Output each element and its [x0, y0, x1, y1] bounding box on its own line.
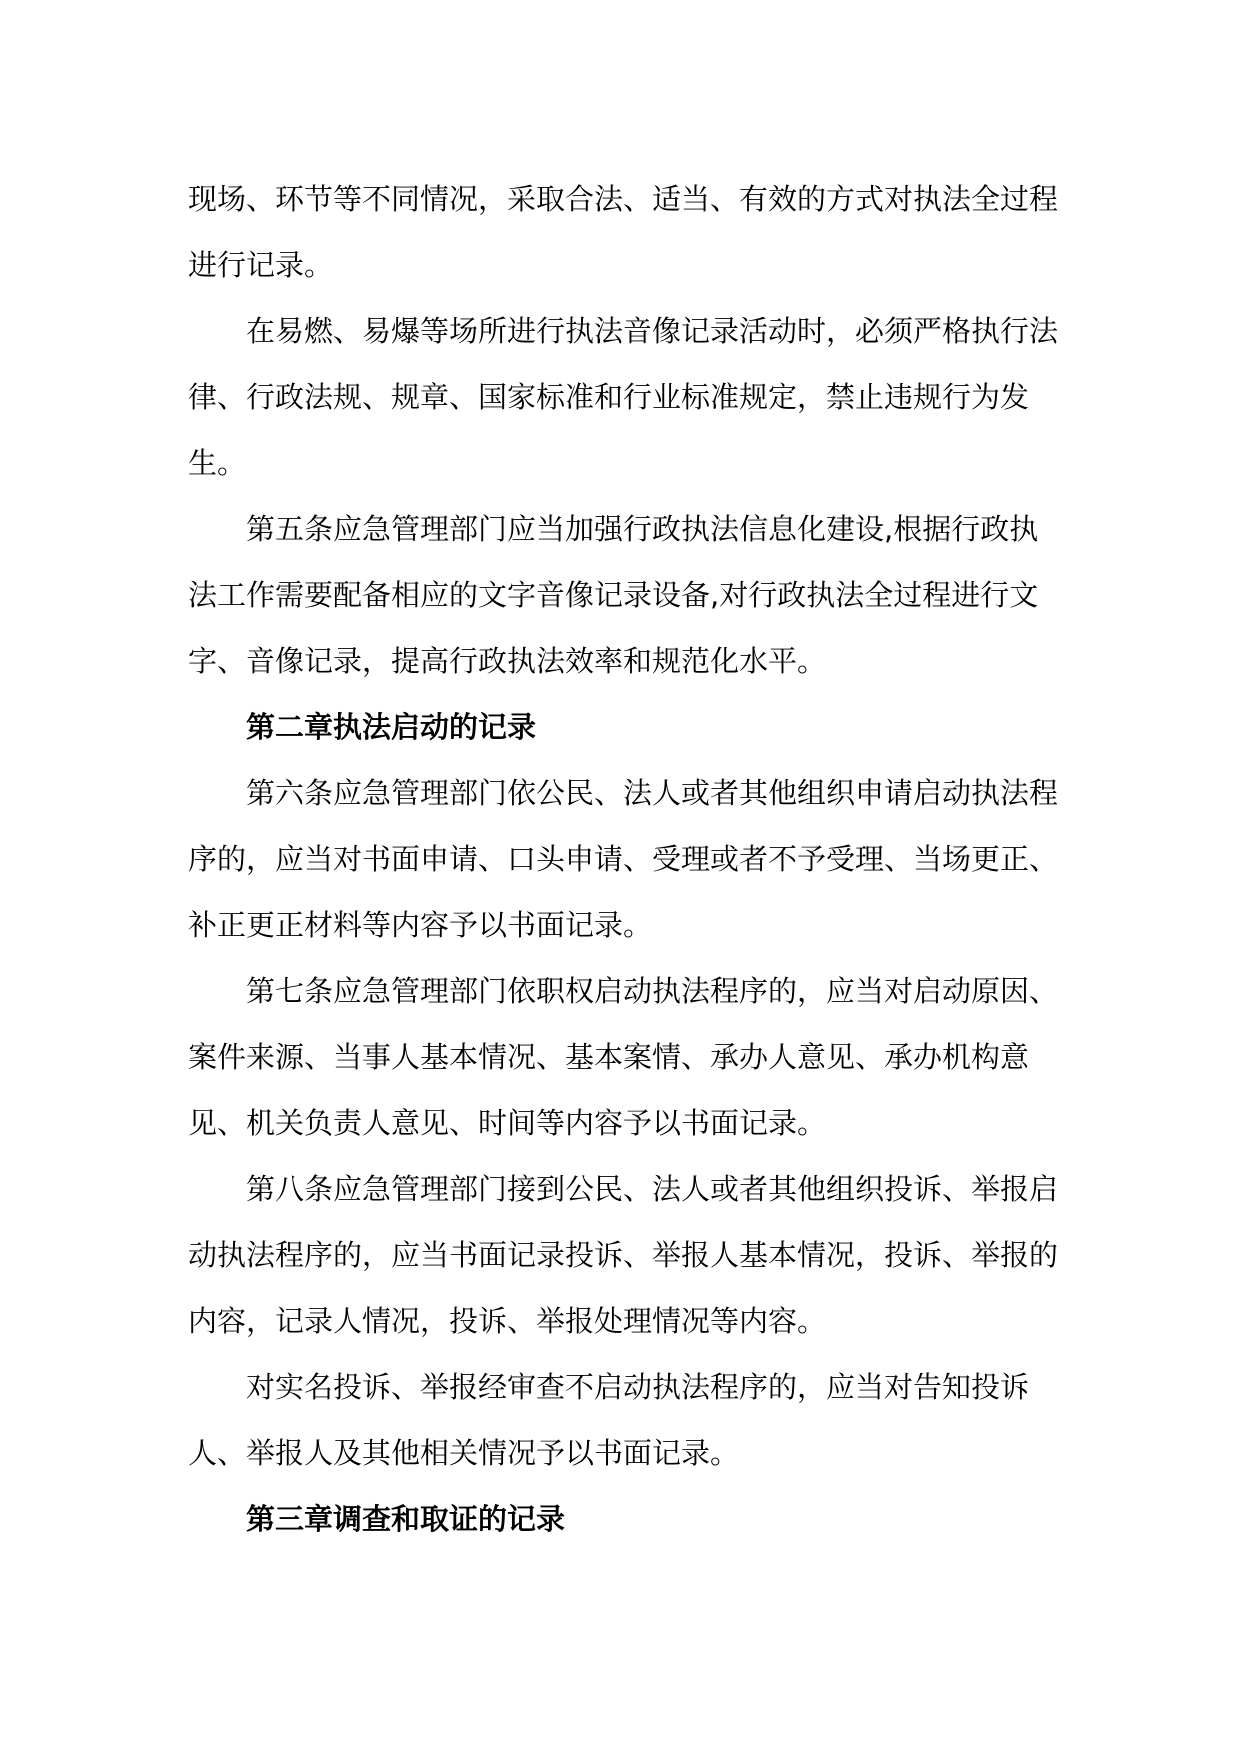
chapter-heading-3: 第三章调查和取证的记录 — [246, 1502, 566, 1536]
paragraph-article-5: 第五条应急管理部门应当加强行政执法信息化建设,根据行政执法工作需要配备相应的文字音像记录设备,对行政执法全过程进行文字、音像记录，提高行政执法效率和规范化水平。 — [188, 512, 1039, 678]
document-body — [188, 166, 1064, 1552]
paragraph-article-7: 第七条应急管理部门依职权启动执法程序的，应当对启动原因、案件来源、当事人基本情况、基本案情、承办人意见、承办机构意见、机关负责人意见、时间等内容予以书面记录。 — [188, 974, 1059, 1140]
paragraph-article-8: 第八条应急管理部门接到公民、法人或者其他组织投诉、举报启动执法程序的，应当书面记录投诉、举报人基本情况，投诉、举报的内容，记录人情况，投诉、举报处理情况等内容。 — [188, 1172, 1059, 1338]
paragraph-flammable-sites: 在易燃、易爆等场所进行执法音像记录活动时，必须严格执行法律、行政法规、规章、国家标准和行业标准规定，禁止违规行为发生。 — [188, 314, 1059, 480]
chapter-heading-2: 第二章执法启动的记录 — [246, 710, 537, 744]
paragraph-real-name-complaints: 对实名投诉、举报经审查不启动执法程序的，应当对告知投诉人、举报人及其他相关情况予以书面记录。 — [188, 1370, 1030, 1470]
paragraph-article-6: 第六条应急管理部门依公民、法人或者其他组织申请启动执法程序的，应当对书面申请、口头申请、受理或者不予受理、当场更正、补正更正材料等内容予以书面记录。 — [188, 776, 1059, 942]
paragraph-recording-methods: 现场、环节等不同情况，采取合法、适当、有效的方式对执法全过程进行记录。 — [188, 182, 1059, 282]
